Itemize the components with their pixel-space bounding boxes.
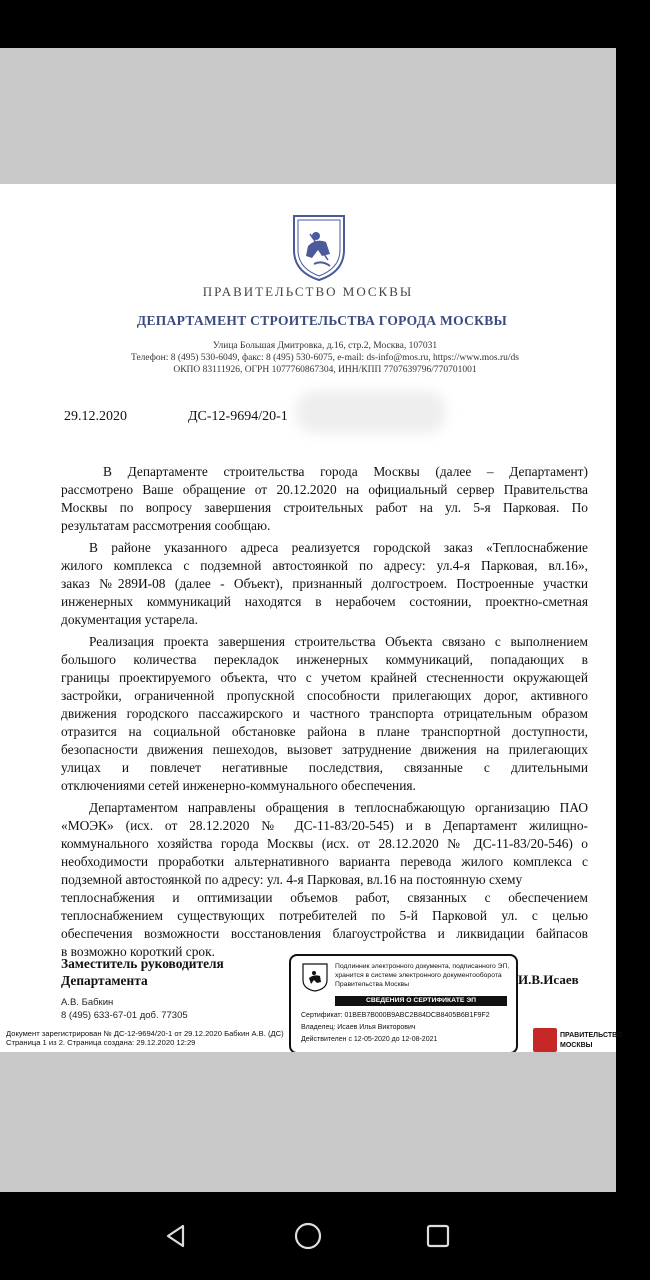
home-button[interactable] [284, 1212, 332, 1260]
document-page [0, 184, 623, 1052]
body-line: застройки, ограниченной пропускной способности прилегающих дорог, активного [61, 688, 588, 703]
body-line: коммунального хозяйства города Москвы (исх. от 28.12.2020 № ДС-11-83/20-546) о [61, 836, 588, 851]
body-line: теплоснабжения и оптимизации объемов работ, связанных с обеспечением [61, 890, 588, 905]
signatory-name: И.В.Исаев [518, 972, 579, 987]
body-line: большого количества перекладок инженерных коммуникаций, попадающих в [61, 652, 588, 667]
back-triangle-icon [163, 1223, 189, 1249]
status-bar [0, 0, 616, 48]
body-line: В Департаменте строительства города Москвы (далее – Департамент) [103, 464, 588, 479]
recents-square-icon [425, 1223, 451, 1249]
back-button[interactable] [152, 1212, 200, 1260]
body-line: документация устарела. [61, 612, 198, 627]
electronic-signature-stamp [289, 954, 518, 1054]
redacted-recipient [296, 391, 446, 433]
body-line: отключениями сетей инженерно-коммунального обеспечения. [61, 778, 416, 793]
registration-footer: Документ зарегистрирован № ДС-12-9694/20-1 от 29.12.2020 Бабкин А.В. (ДС) [6, 1029, 284, 1038]
body-line: теплоснабжением существующих потребителей по 5-й Парковой ул. с целью [61, 908, 588, 923]
body-line: обеспечения возможности восстановления благоустройства и ликвидации байпасов [61, 926, 588, 941]
recents-button[interactable] [414, 1212, 462, 1260]
body-line: отразится на социальной обстановке района в плане транспортной доступности, [61, 724, 588, 739]
body-line: Москвы по вопросу завершения строительных работ на ул. 5-я Парковая. По [61, 500, 588, 515]
letter-number: ДС-12-9694/20-1 [188, 409, 288, 424]
body-line: границы проектируемого объекта, что с учетом крайней стесненности окружающей [61, 670, 588, 685]
stamp-text: Подлинник электронного документа, подписанного ЭП, [335, 963, 510, 970]
moscow-government-logo-icon [533, 1028, 557, 1052]
government-name: ПРАВИТЕЛЬСТВО МОСКВЫ [202, 284, 414, 299]
stamp-text: хранится в системе электронного документооборота [335, 972, 502, 979]
logo-text: МОСКВЫ [560, 1042, 593, 1049]
body-line: «МОЭК» (исх. от 28.12.2020 № ДС-11-83/20-545) и в Департамент жилищно- [61, 818, 588, 833]
home-circle-icon [293, 1221, 323, 1251]
body-line: заказ №289И-08 (далее - Объект), признанный долгостроем. Построенные участки [61, 576, 588, 591]
body-line: В районе указанного адреса реализуется городской заказ «Теплоснабжение [89, 540, 588, 555]
contacts-line: Телефон: 8 (495) 530-6049, факс: 8 (495) 530-6075, e-mail: ds-info@mos.ru, https://www.mos.ru/ds [131, 353, 519, 363]
certificate-validity: Действителен с 12-05-2020 до 12-08-2021 [301, 1036, 438, 1043]
navigation-bar [0, 1192, 616, 1280]
body-line: результатам рассмотрения сообщаю. [61, 518, 271, 533]
logo-text: ПРАВИТЕЛЬСТВО [560, 1032, 623, 1039]
coat-of-arms-icon [301, 962, 329, 992]
body-line: в возможно короткий срок. [61, 944, 215, 959]
moscow-coat-of-arms-icon [288, 210, 350, 282]
address-line: Улица Большая Дмитровка, д.16, стр.2, Москва, 107031 [212, 341, 438, 351]
certificate-number: Сертификат: 01BEB7B000B9ABC2B84DCB8405B6B1F9F2 [301, 1012, 490, 1019]
department-name: ДЕПАРТАМЕНТ СТРОИТЕЛЬСТВА ГОРОДА МОСКВЫ [136, 313, 508, 328]
certificate-owner: Владелец: Исаев Илья Викторович [301, 1024, 416, 1031]
body-line: Реализация проекта завершения строительства Объекта связано с выполнением [89, 634, 588, 649]
body-line: инженерных коммуникаций находятся в нерабочем состоянии, проектно-сметная [61, 594, 588, 609]
signatory-title: Заместитель руководителя Департамента [61, 956, 224, 988]
executor-name: А.В. Бабкин [61, 997, 114, 1008]
certificate-header: СВЕДЕНИЯ О СЕРТИФИКАТЕ ЭП [335, 996, 507, 1006]
page-footer: Страница 1 из 2. Страница создана: 29.12.2020 12:29 [6, 1038, 196, 1047]
body-line: необходимости проработки альтернативного варианта перевода жилого комплекса с [61, 854, 588, 869]
body-line: движения городского пассажирского и частного транспорта отрицательным образом [61, 706, 588, 721]
body-line: рассмотрено Ваше обращение от 20.12.2020 на официальный сервер Правительства [61, 482, 588, 497]
body-line: безопасности движения пешеходов, вызовет затруднение движения на прилегающих [61, 742, 588, 757]
body-line: жилого комплекса с подземной автостоянкой по адресу: ул.4-я Парковая, вл.16», [61, 558, 588, 573]
stamp-text: Правительства Москвы [335, 981, 410, 988]
registration-codes-line: ОКПО 83111926, ОГРН 1077760867304, ИНН/КПП 7707639796/770701001 [173, 365, 477, 375]
body-line: улицах и повлечет негативные последствия, связанные с длительными [61, 760, 588, 775]
executor-phone: 8 (495) 633-67-01 доб. 77305 [61, 1010, 188, 1021]
body-line: Департаментом направлены обращения в теплоснабжающую организацию ПАО [89, 800, 588, 815]
viewer-background-bottom [0, 1052, 616, 1192]
viewer-background-top [0, 48, 616, 184]
body-line: подземной автостоянкой по адресу: ул. 4-я Парковая, вл.16 на постоянную схему [61, 872, 523, 887]
letter-date: 29.12.2020 [64, 409, 127, 424]
